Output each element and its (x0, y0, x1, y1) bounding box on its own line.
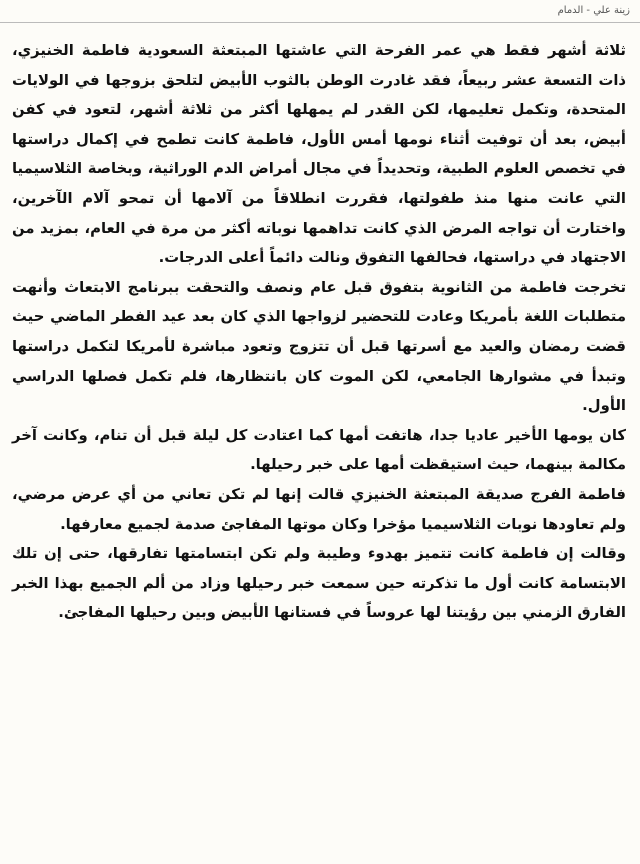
article-paragraph-4: فاطمة الفرج صديقة المبتعثة الخنيزي قالت إنها لم تكن تعاني من أي عرض مرضي، ولم تعاودها نوبات الثلاسيميا مؤخرا وكان موتها المفاجئ صدمة لجميع معارفها. (12, 485, 626, 533)
article-paragraph-5: وقالت إن فاطمة كانت تتميز بهدوء وطيبة ولم تكن ابتسامتها تفارقها، حتى إن تلك الابتسامة كانت أول ما تذكرته حين سمعت خبر رحيلها وزاد من ألم الجميع بهذا الخبر الفارق الزمني بين رؤيتنا لها عروساً في فستانها الأبيض وبين رحيلها المفاجئ. (12, 545, 626, 622)
article-paragraph-2: تخرجت فاطمة من الثانوية بتفوق قبل عام ونصف والتحقت ببرنامج الابتعاث وأنهت متطلبات اللغة بأمريكا وعادت للتحضير لزواجها الذي كان بعد عيد الفطر الماضي حيث قضت رمضان والعيد مع أسرتها قبل أن تتزوج وتعود مباشرة لأمريكا لتكمل دراستها وتبدأ في مشوارها الجامعي، لكن الموت كان بانتظارها، فلم تكمل فصلها الدراسي الأول. (12, 278, 626, 415)
byline: زينة علي - الدمام (557, 5, 630, 16)
byline-divider (0, 22, 640, 23)
article-paragraph-3: كان يومها الأخير عاديا جدا، هاتفت أمها كما اعتادت كل ليلة قبل أن تنام، وكانت آخر مكالمة بينهما، حيث استيقظت أمها على خبر رحيلها. (12, 426, 626, 474)
article-paragraph-1: ثلاثة أشهر فقط هي عمر الفرحة التي عاشتها المبتعثة السعودية فاطمة الخنيزي، ذات التسعة عشر ربيعاً، فقد غادرت الوطن بالثوب الأبيض لتلحق بزوجها في الولايات المتحدة، وتكمل تعليمها، لكن القدر لم يمهلها أكثر من ثلاثة أشهر، لتعود في كفن أبيض، بعد أن توفيت أثناء نومها أمس الأول، فاطمة كانت تطمح في إكمال دراستها في تخصص العلوم الطبية، وتحديداً في مجال أمراض الدم الوراثية، وبخاصة الثلاسيميا التي عانت منها منذ طفولتها، فقررت انطلاقاً من آلامها أن تمحو آلام الآخرين، واختارت أن تواجه المرض الذي كانت تداهمها نوباته أكثر من مرة في العام، بمزيد من الاجتهاد في دراستها، فحالفها التفوق ونالت دائماً أعلى الدرجات. (12, 42, 626, 267)
article-body (12, 36, 626, 628)
